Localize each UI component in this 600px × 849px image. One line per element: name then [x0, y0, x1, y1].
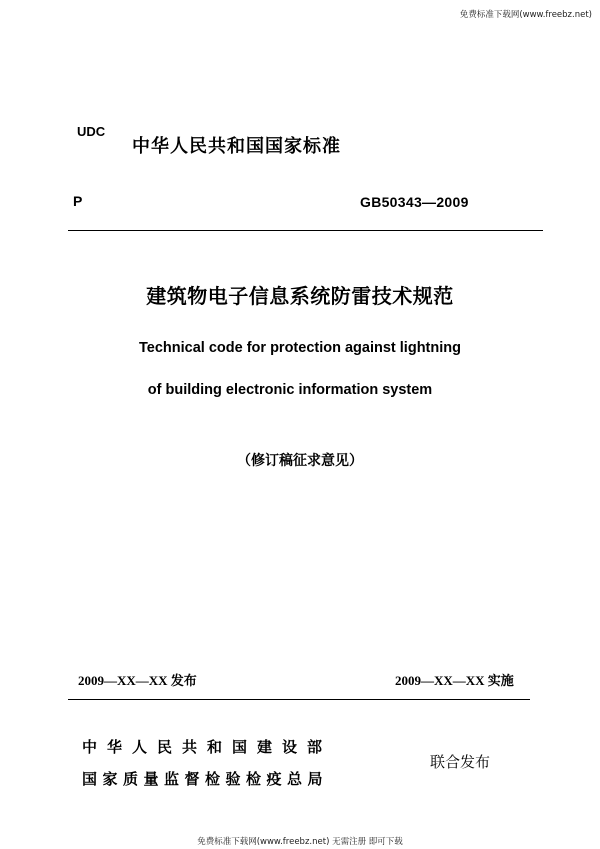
document-title-chinese: 建筑物电子信息系统防雷技术规范	[146, 284, 454, 308]
document-title-english-line1: Technical code for protection against lightning	[139, 340, 461, 356]
watermark-top: 免费标准下载网(www.freebz.net)	[459, 10, 592, 20]
standard-type-title: 中华人民共和国国家标准	[132, 136, 341, 157]
standard-code: GB50343—2009	[360, 194, 469, 210]
joint-issue-label: 联合发布	[430, 753, 491, 771]
document-title-english-line2: of building electronic information system	[147, 382, 433, 398]
effective-date: 2009—XX—XX 实施	[395, 673, 514, 688]
category-label: P	[73, 193, 83, 209]
issuer-administration: 国家质量监督检验检疫总局	[82, 770, 329, 788]
draft-note: （修订稿征求意见）	[237, 453, 363, 469]
watermark-bottom: 免费标准下载网(www.freebz.net) 无需注册 即可下载	[197, 837, 403, 847]
udc-label: UDC	[77, 124, 106, 139]
header-divider	[68, 230, 543, 231]
footer-divider	[68, 699, 530, 700]
issuer-ministry: 中华人民共和国建设部	[82, 738, 333, 756]
issue-date: 2009—XX—XX 发布	[78, 673, 197, 688]
